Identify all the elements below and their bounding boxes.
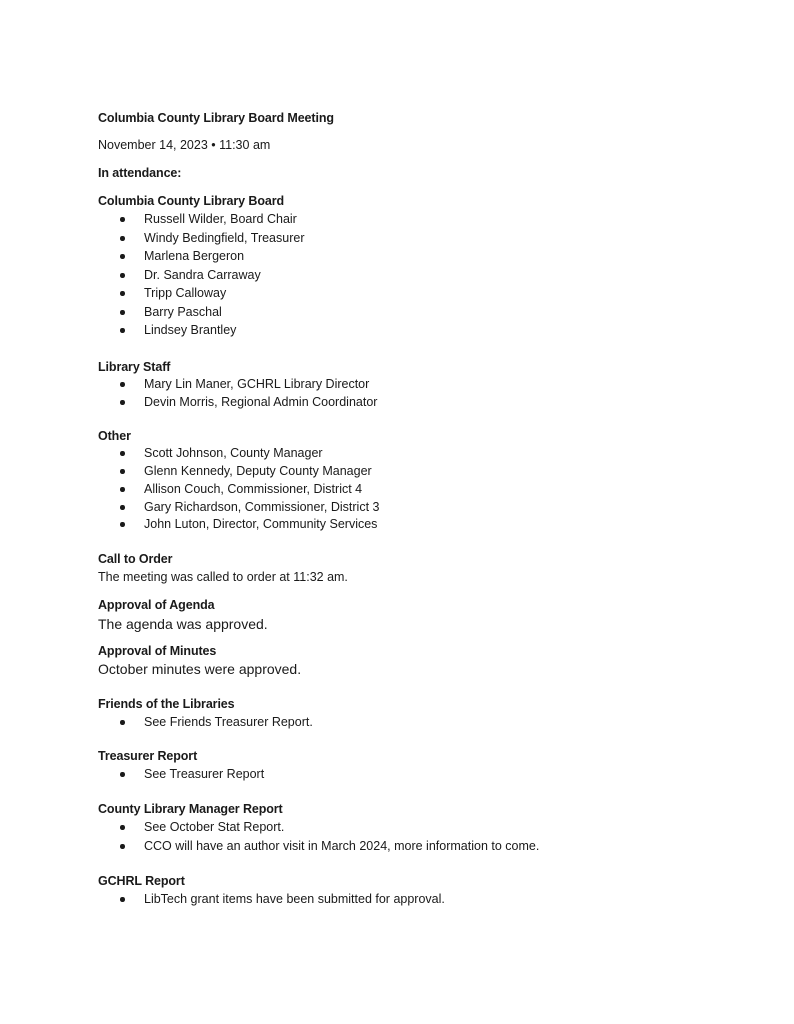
- bullet-icon: [120, 487, 125, 492]
- list-item: John Luton, Director, Community Services: [144, 517, 378, 531]
- bullet-icon: [120, 310, 125, 315]
- list-item: Gary Richardson, Commissioner, District 3: [144, 500, 380, 514]
- list-item: Glenn Kennedy, Deputy County Manager: [144, 464, 372, 478]
- list-item: Devin Morris, Regional Admin Coordinator: [144, 395, 378, 409]
- list-item: Tripp Calloway: [144, 286, 227, 300]
- list-item: See October Stat Report.: [144, 820, 285, 834]
- list-item: Dr. Sandra Carraway: [144, 268, 261, 282]
- list-item: LibTech grant items have been submitted for approval.: [144, 892, 445, 906]
- bullet-icon: [120, 825, 125, 830]
- bullet-icon: [120, 400, 125, 405]
- list-item: Scott Johnson, County Manager: [144, 446, 323, 460]
- staff-heading: Library Staff: [98, 360, 171, 374]
- list-item: Mary Lin Maner, GCHRL Library Director: [144, 377, 370, 391]
- bullet-icon: [120, 772, 125, 777]
- list-item: Allison Couch, Commissioner, District 4: [144, 482, 363, 496]
- treasurer-heading: Treasurer Report: [98, 749, 198, 763]
- agenda-text: The agenda was approved.: [98, 616, 268, 632]
- list-item: See Friends Treasurer Report.: [144, 715, 313, 729]
- bullet-icon: [120, 328, 125, 333]
- bullet-icon: [120, 720, 125, 725]
- list-item: Windy Bedingfield, Treasurer: [144, 231, 305, 245]
- bullet-icon: [120, 273, 125, 278]
- list-item: Marlena Bergeron: [144, 249, 245, 263]
- list-item: Lindsey Brantley: [144, 323, 237, 337]
- minutes-heading: Approval of Minutes: [98, 644, 217, 658]
- bullet-icon: [120, 254, 125, 259]
- bullet-icon: [120, 522, 125, 527]
- bullet-icon: [120, 897, 125, 902]
- manager-heading: County Library Manager Report: [98, 802, 283, 816]
- bullet-icon: [120, 217, 125, 222]
- bullet-icon: [120, 451, 125, 456]
- other-heading: Other: [98, 429, 131, 443]
- gchrl-heading: GCHRL Report: [98, 874, 185, 888]
- list-item: Russell Wilder, Board Chair: [144, 212, 297, 226]
- bullet-icon: [120, 844, 125, 849]
- document-title: Columbia County Library Board Meeting: [98, 111, 334, 125]
- minutes-text: October minutes were approved.: [98, 661, 302, 677]
- list-item: Barry Paschal: [144, 305, 222, 319]
- bullet-icon: [120, 236, 125, 241]
- call-to-order-text: The meeting was called to order at 11:32 am.: [98, 570, 348, 584]
- list-item: CCO will have an author visit in March 2024, more information to come.: [144, 839, 540, 853]
- bullet-icon: [120, 469, 125, 474]
- bullet-icon: [120, 291, 125, 296]
- meeting-datetime: November 14, 2023 • 11:30 am: [98, 138, 271, 152]
- board-heading: Columbia County Library Board: [98, 194, 285, 208]
- agenda-heading: Approval of Agenda: [98, 598, 215, 612]
- call-to-order-heading: Call to Order: [98, 552, 173, 566]
- bullet-icon: [120, 505, 125, 510]
- friends-heading: Friends of the Libraries: [98, 697, 235, 711]
- list-item: See Treasurer Report: [144, 767, 265, 781]
- attendance-label: In attendance:: [98, 166, 182, 180]
- bullet-icon: [120, 382, 125, 387]
